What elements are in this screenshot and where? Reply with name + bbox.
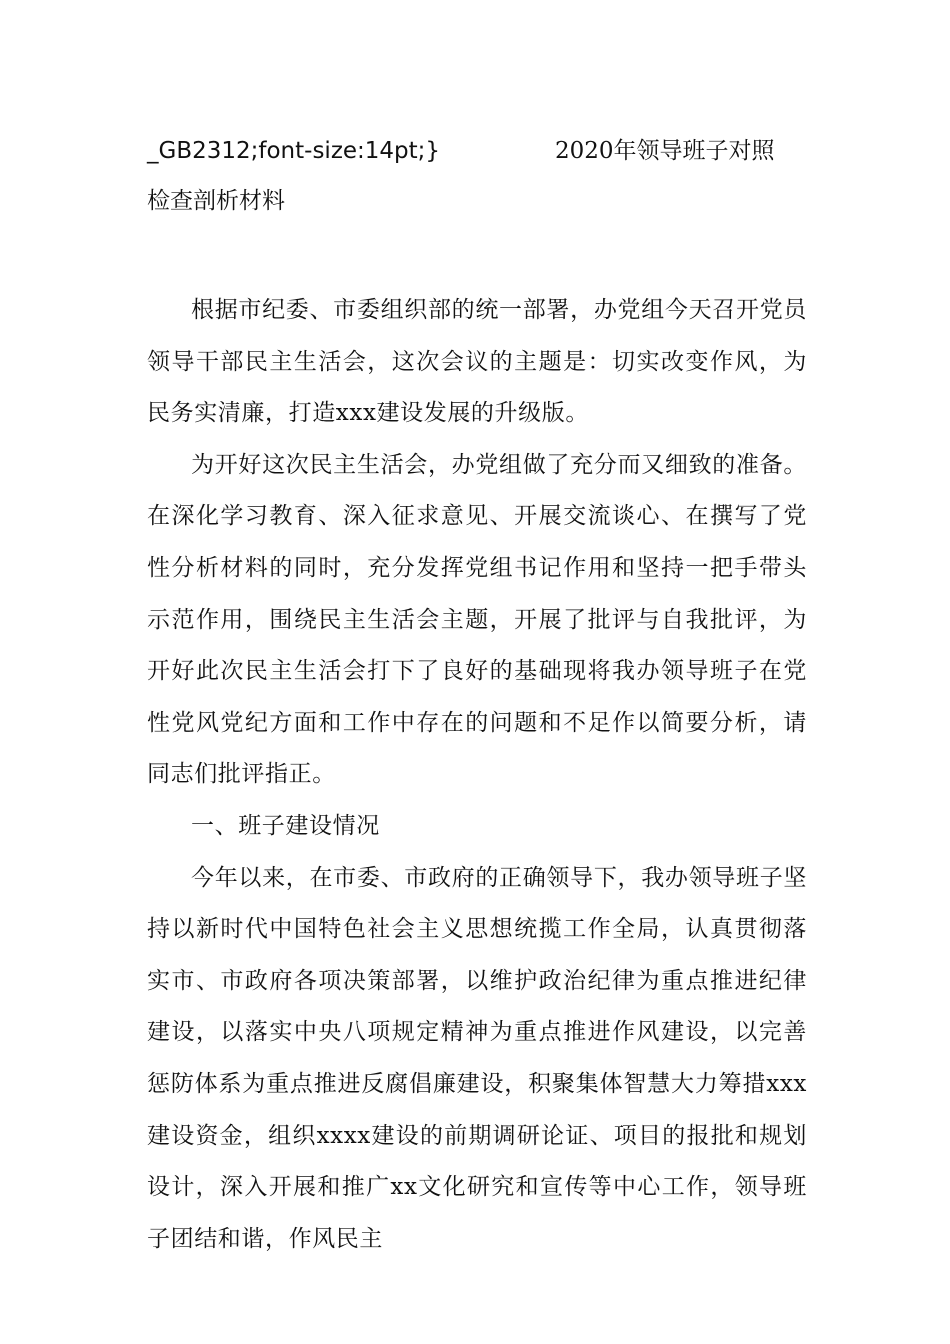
paragraph-preparation: 为开好这次民主生活会，办党组做了充分而又细致的准备。在深化学习教育、深入征求意见、开展交流谈心、在撰写了党性分析材料的同时，充分发挥党组书记作用和坚持一把手带头示范作用，围绕民主生活会主题，开展了批评与自我批评，为开好此次民主生活会打下了良好的基础现将我办领导班子在党性党风党纪方面和工作中存在的问题和不足作以简要分析，请同志们批评指正。 <box>147 451 807 788</box>
paragraph-intro: 根据市纪委、市委组织部的统一部署，办党组今天召开党员领导干部民主生活会，这次会议的主题是：切实改变作风，为民务实清廉，打造xxx建设发展的升级版。 <box>147 297 807 427</box>
document-body <box>147 285 807 1265</box>
document-title: 2020年领导班子对照 <box>555 138 775 164</box>
title-code-fragment: _GB2312;font-size:14pt;} <box>147 138 441 164</box>
paragraph-team-building: 今年以来，在市委、市政府的正确领导下，我办领导班子坚持以新时代中国特色社会主义思想统揽工作全局，认真贯彻落实市、市政府各项决策部署，以维护政治纪律为重点推进纪律建设，以落实中央八项规定精神为重点推进作风建设，以完善惩防体系为重点推进反腐倡廉建设，积聚集体智慧大力筹措xxx建设资金，组织xxxx建设的前期调研论证、项目的报批和规划设计，深入开展和推广xx文化研究和宣传等中心工作，领导班子团结和谐，作风民主 <box>147 864 807 1252</box>
document-subtitle: 检查剖析材料 <box>147 188 285 214</box>
section-heading: 一、班子建设情况 <box>191 812 380 839</box>
